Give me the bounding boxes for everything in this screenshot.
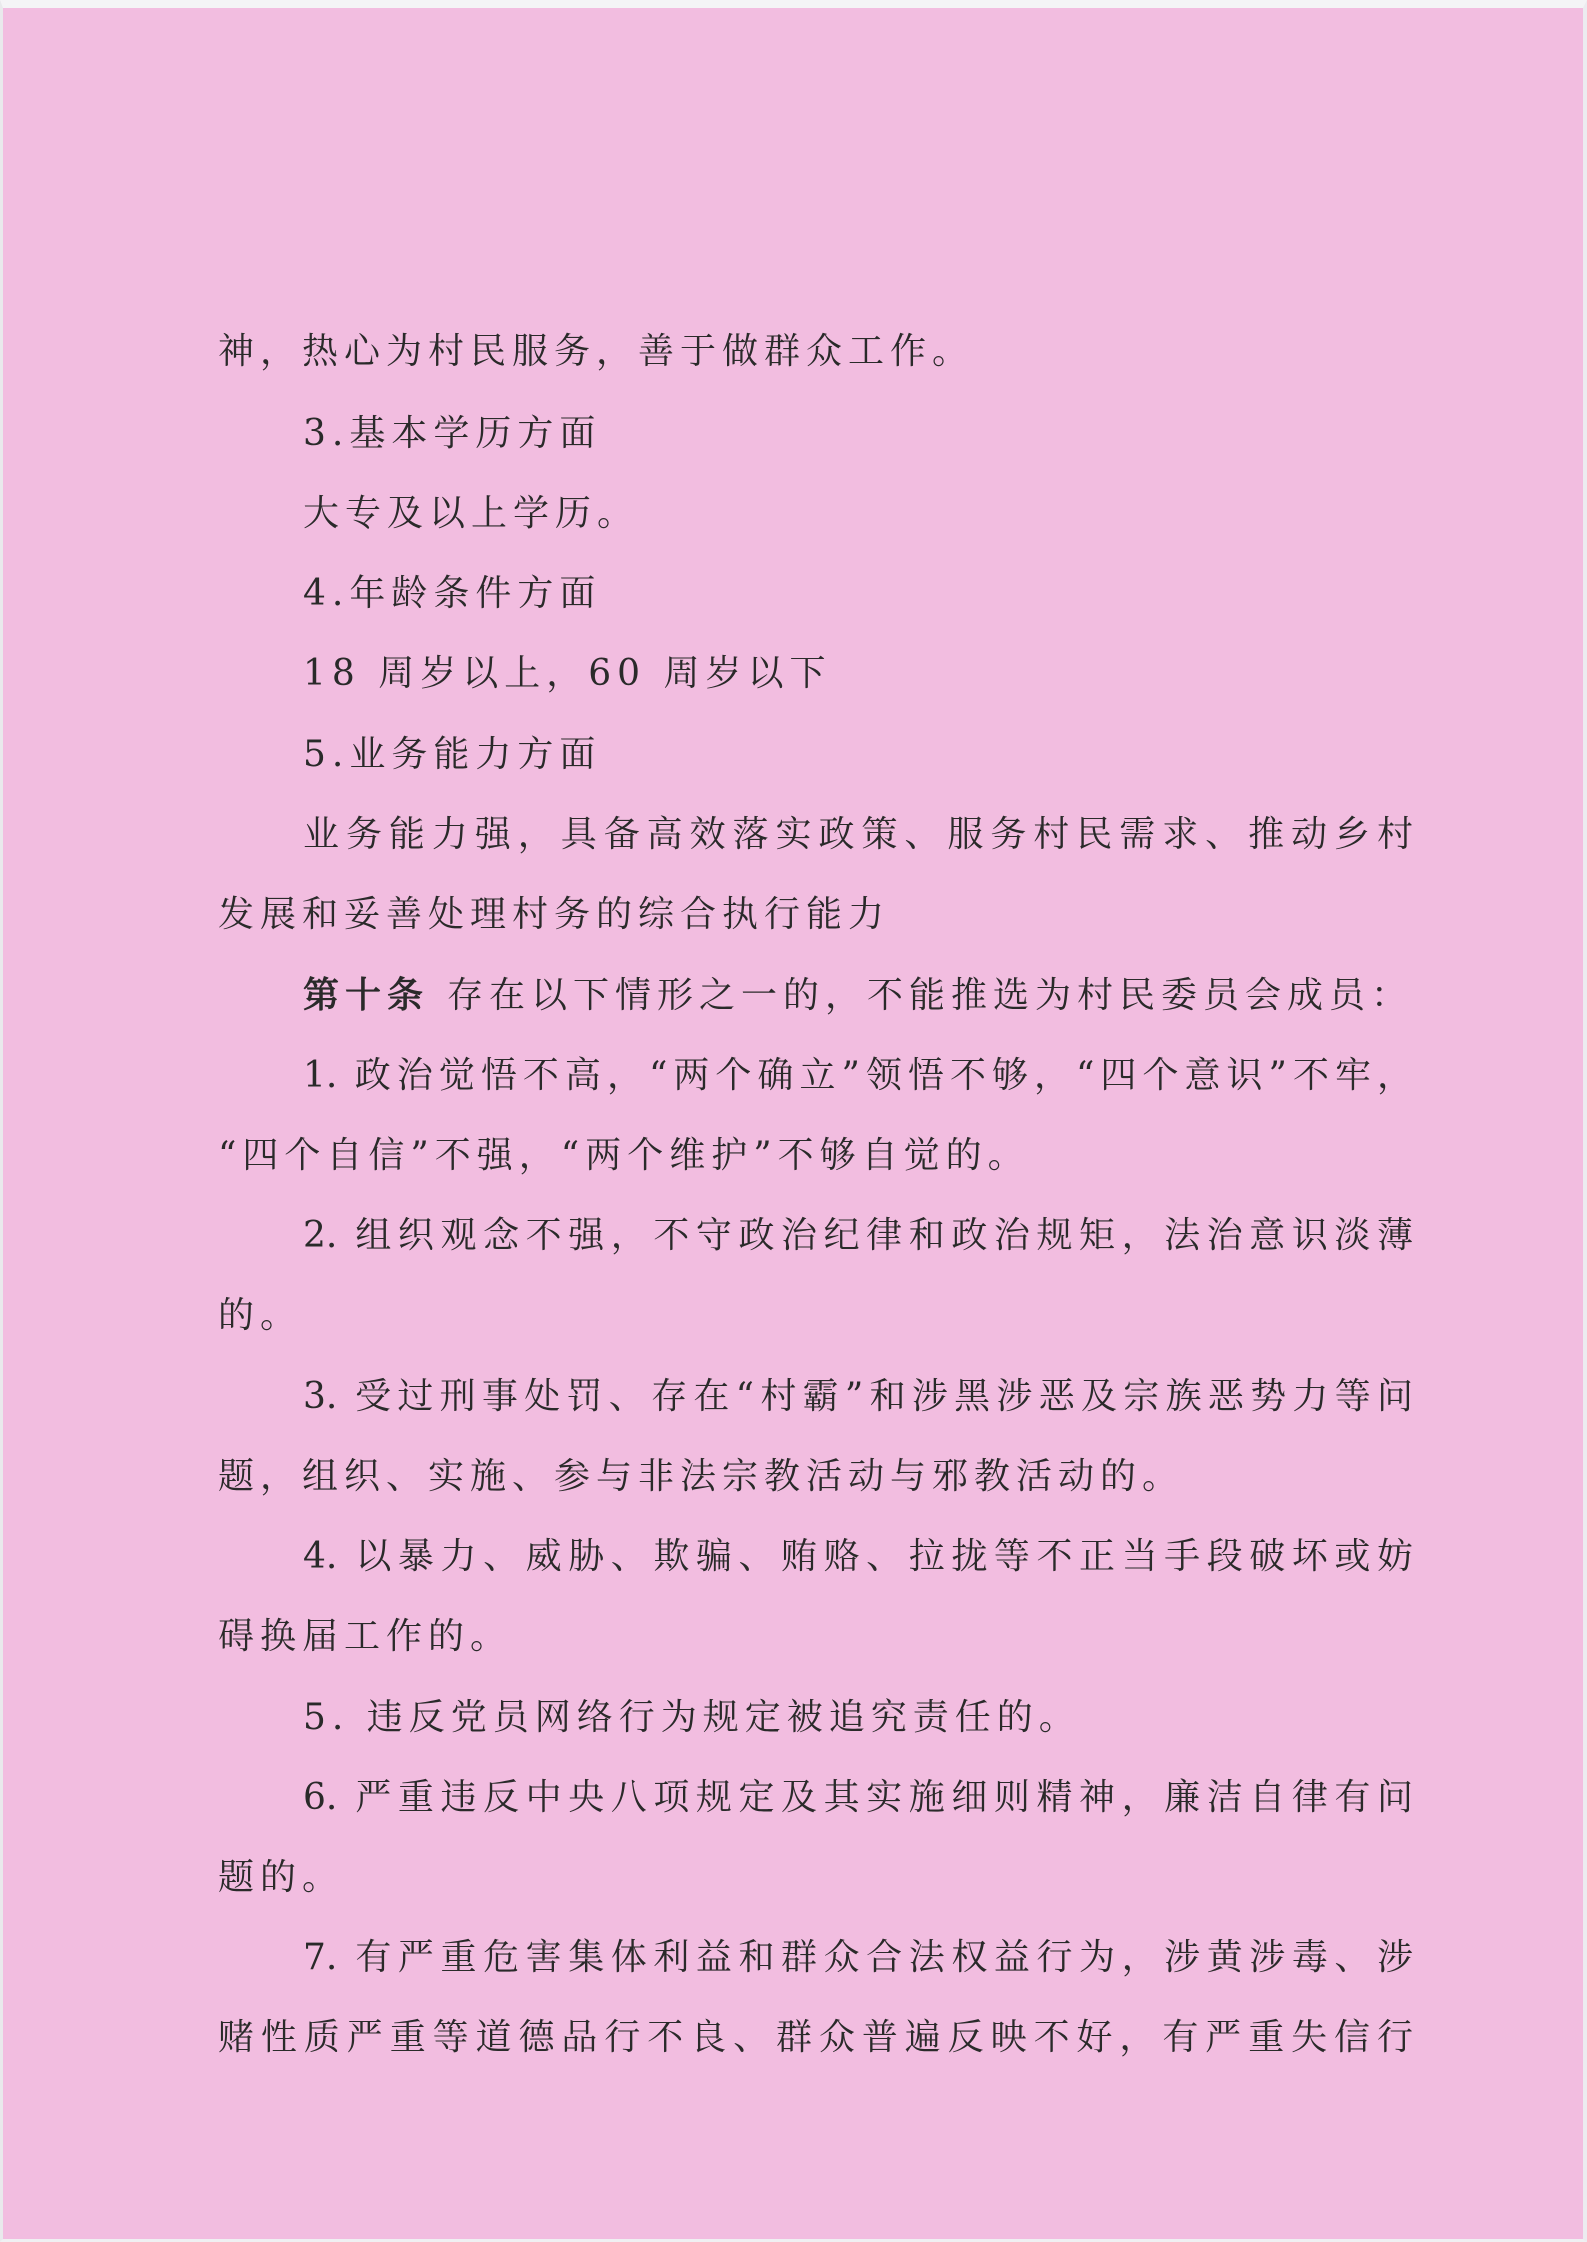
list-item: 3. 受过刑事处罚、存在“村霸”和涉黑涉恶及宗族恶势力等问 bbox=[303, 1376, 1413, 1417]
section-heading-ability: 5.业务能力方面 bbox=[303, 734, 602, 775]
section-heading-education: 3.基本学历方面 bbox=[303, 413, 602, 454]
article-ten bbox=[303, 973, 1413, 1018]
text-line: 题，组织、实施、参与非法宗教活动与邪教活动的。 bbox=[218, 1456, 1185, 1497]
article-term: 第十条 bbox=[303, 974, 430, 1016]
list-item: 5. 违反党员网络行为规定被追究责任的。 bbox=[303, 1697, 1081, 1738]
section-heading-age: 4.年龄条件方面 bbox=[303, 573, 602, 614]
text-line: 神，热心为村民服务，善于做群众工作。 bbox=[218, 331, 975, 372]
text-line: 业务能力强，具备高效落实政策、服务村民需求、推动乡村 bbox=[303, 814, 1413, 855]
article-text: 存在以下情形之一的，不能推选为村民委员会成员： bbox=[447, 975, 1414, 1016]
text-line: 题的。 bbox=[218, 1857, 345, 1898]
list-item: 4. 以暴力、威胁、欺骗、贿赂、拉拢等不正当手段破坏或妨 bbox=[303, 1536, 1413, 1577]
text-line: 发展和妥善处理村务的综合执行能力 bbox=[218, 894, 891, 935]
text-line: 大专及以上学历。 bbox=[303, 493, 640, 534]
list-item: 6. 严重违反中央八项规定及其实施细则精神，廉洁自律有问 bbox=[303, 1777, 1413, 1818]
text-line: 的。 bbox=[218, 1295, 303, 1336]
text-line: 赌性质严重等道德品行不良、群众普遍反映不好，有严重失信行 bbox=[218, 2017, 1413, 2058]
list-item: 1. 政治觉悟不高，“两个确立”领悟不够，“四个意识”不牢， bbox=[303, 1055, 1413, 1096]
text-line: “四个自信”不强，“两个维护”不够自觉的。 bbox=[218, 1135, 1030, 1176]
text-line: 18 周岁以上，60 周岁以下 bbox=[303, 653, 832, 694]
list-item: 2. 组织观念不强，不守政治纪律和政治规矩，法治意识淡薄 bbox=[303, 1215, 1413, 1256]
list-item: 7. 有严重危害集体利益和群众合法权益行为，涉黄涉毒、涉 bbox=[303, 1937, 1413, 1978]
text-line: 碍换届工作的。 bbox=[218, 1616, 513, 1657]
